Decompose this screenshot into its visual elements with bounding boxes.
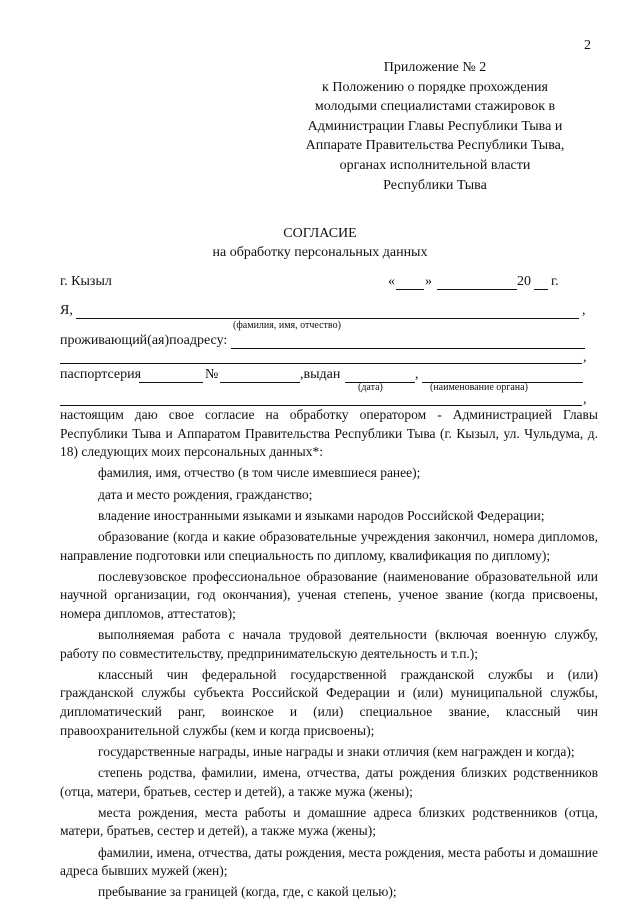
data-item: послевузовское профессиональное образование (наименование образовательной или научной организации, год окончания), ученая степень, ученое звание (когда присвоены, номера дипломов, аттестатов); [60, 568, 598, 621]
data-item: образование (когда и какие образовательные учреждения закончил, номера дипломов, направление подготовки или специальность по диплому, квалификация по диплому); [60, 528, 598, 563]
data-item: пребывание за границей (когда, где, с какой целью); [98, 884, 397, 900]
data-item: государственные награды, иные награды и знаки отличия (кем награжден и когда); [98, 743, 575, 759]
org-hint: (наименование органа) [430, 382, 528, 393]
appendix-line: Приложение № 2 [383, 60, 487, 75]
appendix-header [270, 58, 600, 195]
consent-body [60, 406, 598, 905]
date-hint: (дата) [358, 382, 383, 393]
passport-number-field[interactable] [220, 382, 300, 383]
data-item: фамилии, имена, отчества, даты рождения, места рождения, места работы и домашние адреса бывших мужей (жен); [60, 844, 598, 879]
issuing-org-trailing-comma: , [583, 392, 587, 407]
appendix-line: Аппарате Правительства Республики Тыва, [305, 138, 565, 154]
address-field-continued[interactable] [60, 363, 582, 364]
fio-hint: (фамилия, имя, отчество) [233, 320, 341, 331]
data-item: степень родства, фамилии, имена, отчества, даты рождения близких родственников (отца, матери, братьев, сестер и детей), а также мужа (жены); [60, 765, 598, 799]
data-item: фамилия, имя, отчество (в том числе имевшиеся ранее); [98, 465, 421, 481]
consent-intro: настоящим даю свое согласие на обработку оператором - Администрацией Главы Республики Тыва и Аппаратом Правительства Республики Тыва (г. Кызыл, ул. Чульдума, д. 18) следующих моих персональных данных*: [60, 407, 598, 460]
document-title: СОГЛАСИЕ [283, 226, 357, 241]
appendix-line: Республики Тыва [383, 177, 487, 193]
date-open-quote: « [388, 274, 395, 289]
data-item: владение иностранными языками и языками народов Российской Федерации; [98, 507, 545, 523]
date-year-prefix: 20 [517, 274, 531, 289]
appendix-line: молодыми специалистами стажировок в [314, 99, 556, 115]
data-item: места рождения, места работы и домашние адреса близких родственников (отца, матери, братьев, сестер и детей), а также мужа (жены); [60, 804, 598, 839]
fio-field[interactable] [76, 318, 579, 319]
data-item: дата и место рождения, гражданство; [98, 486, 313, 502]
appendix-line: к Положению о порядке прохождения [322, 79, 548, 95]
page-number: 2 [584, 38, 591, 53]
issued-comma: , [415, 367, 419, 382]
date-month-field[interactable] [437, 289, 517, 290]
ya-label: Я, [60, 303, 73, 318]
data-item: выполняемая работа с начала трудовой деятельности (включая военную службу, работу по совместительству, предпринимательскую деятельность и т.п.); [60, 627, 598, 661]
passport-series-field[interactable] [139, 382, 203, 383]
appendix-line: Администрации Главы Республики Тыва и [307, 118, 563, 134]
passport-series-label: паспортсерия [60, 367, 142, 382]
appendix-line: органах исполнительной власти [339, 157, 531, 173]
city: г. Кызыл [60, 274, 112, 289]
address-trailing-comma: , [583, 350, 587, 365]
address-label: проживающий(ая)поадресу: [60, 333, 228, 348]
passport-number-label: № [205, 367, 219, 382]
date-year-suffix: г. [551, 274, 559, 289]
issued-label: ,выдан [300, 367, 341, 382]
document-subtitle: на обработку персональных данных [212, 245, 428, 260]
date-close-quote: » [425, 274, 432, 289]
address-field[interactable] [231, 348, 585, 349]
fio-trailing-comma: , [582, 303, 586, 318]
data-item: классный чин федеральной государственной гражданской службы и (или) гражданской службы субъекта Российской Федерации и (или) муниципальной службы, дипломатический ранг, воинское и (или) специальное звание, классный чин правоохранительной службы (кем и когда присвоены); [60, 666, 598, 738]
date-year-field[interactable] [534, 289, 548, 290]
date-day-field[interactable] [396, 289, 424, 290]
